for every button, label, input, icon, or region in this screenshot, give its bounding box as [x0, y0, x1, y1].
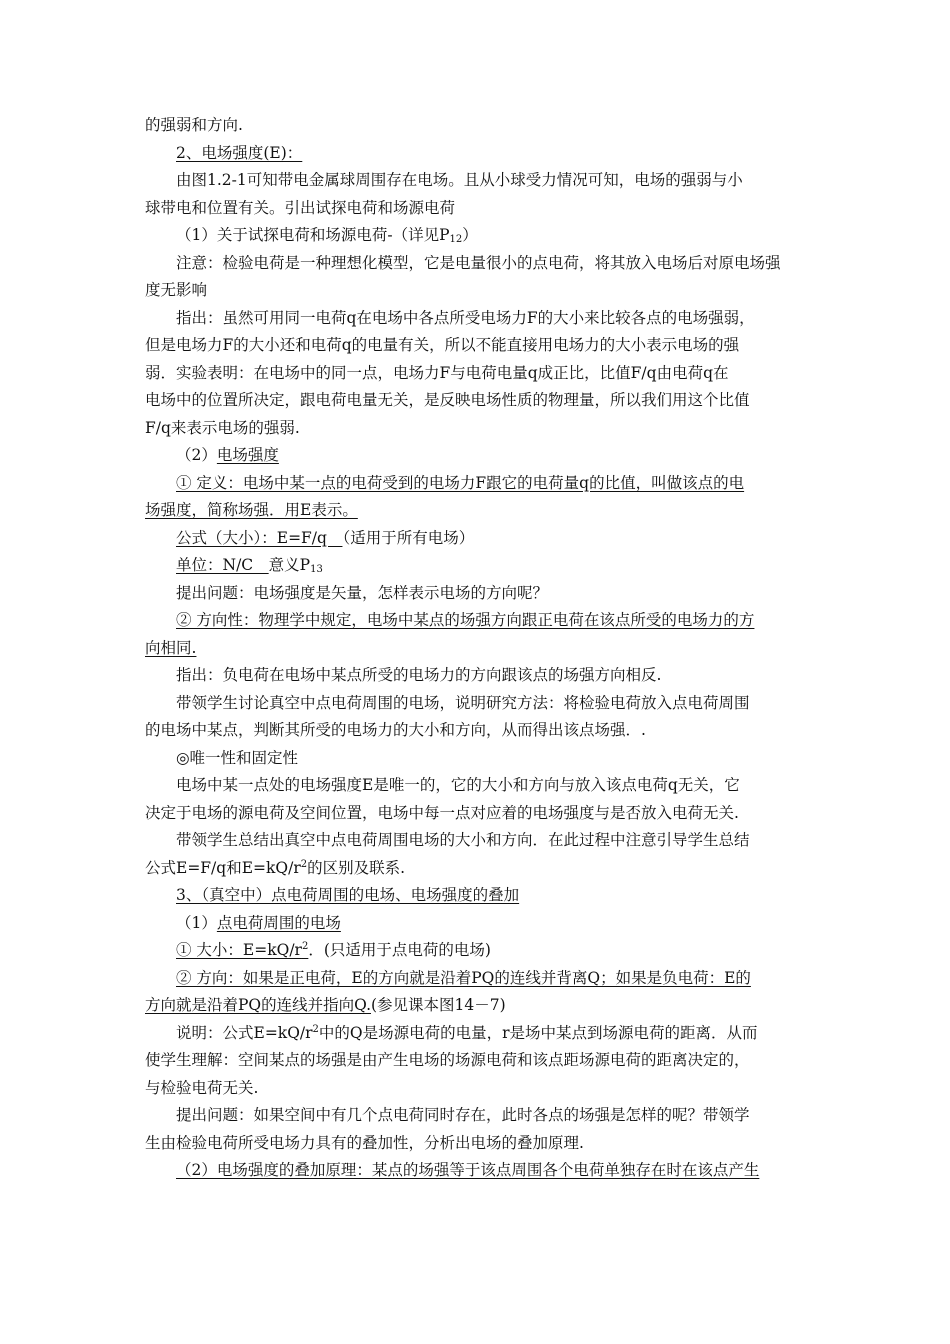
- text-line: 使学生理解：空间某点的场强是由产生电场的场源电荷和该点距场源电荷的距离决定的，: [145, 1051, 750, 1069]
- text-line: 由图1.2-1可知带电金属球周围存在电场。且从小球受力情况可知，电场的强弱与小: [176, 171, 743, 189]
- text-line: 的强弱和方向.: [145, 116, 243, 134]
- definition-line: （2）电场强度的叠加原理：某点的场强等于该点周围各个电荷单独存在时在该点产生: [176, 1161, 760, 1179]
- text-line: 指出：虽然可用同一电荷q在电场中各点所受电场力F的大小来比较各点的电场强弱，: [176, 308, 755, 327]
- text-line: 注意：检验电荷是一种理想化模型，它是电量很小的点电荷，将其放入电场后对原电场强: [176, 253, 781, 272]
- text-line: ◎唯一性和固定性: [176, 748, 299, 767]
- text-line: 提出问题：电场强度是矢量，怎样表示电场的方向呢？: [176, 583, 549, 602]
- text-line: 度无影响: [145, 281, 208, 299]
- text-line: 生由检验电荷所受电场力具有的叠加性，分析出电场的叠加原理.: [145, 1133, 584, 1152]
- text-line: 提出问题：如果空间中有几个点电荷同时存在，此时各点的场强是怎样的呢？带领学: [176, 1106, 750, 1124]
- text-line: （1）关于试探电荷和场源电荷-（详见$P_{12}$）: [176, 226, 478, 245]
- formula-line: ① 大小：$E=kQ/r^2$．(只适用于点电荷的电场): [176, 941, 491, 959]
- formula-line: 公式（大小）：E=F/q （适用于所有电场）: [176, 528, 475, 547]
- text-line: 弱．实验表明：在电场中的同一点，电场力F与电荷电量q成正比，比值F/q由电荷q在: [145, 363, 729, 382]
- definition-line: 方向就是沿着PQ的连线并指向Q.(参见课本图14－7): [145, 996, 506, 1014]
- text-line: 带领学生讨论真空中点电荷周围的电场，说明研究方法：将检验电荷放入点电荷周围: [176, 693, 750, 712]
- document-page: [145, 112, 810, 1185]
- section-heading-field-strength: 2、电场强度(E)：: [176, 143, 303, 162]
- text-line: 公式E=F/q和$E=kQ/r^2$的区别及联系.: [145, 858, 406, 877]
- text-line: 球带电和位置有关。引出试探电荷和场源电荷: [145, 198, 456, 217]
- text-line: 与检验电荷无关.: [145, 1078, 259, 1097]
- text-line: 带领学生总结出真空中点电荷周围电场的大小和方向．在此过程中注意引导学生总结: [176, 831, 750, 849]
- text-line: 指出：负电荷在电场中某点所受的电场力的方向跟该点的场强方向相反.: [176, 666, 662, 684]
- unit-line: 单位：N/C 意义$P_{13}$: [176, 556, 323, 575]
- definition-line: ② 方向：如果是正电荷，E的方向就是沿着PQ的连线并背离Q；如果是负电荷：E的: [176, 968, 751, 987]
- text-line: F/q来表示电场的强弱.: [145, 418, 300, 437]
- section-heading-point-charge: 3、（真空中）点电荷周围的电场、电场强度的叠加: [176, 886, 520, 904]
- definition-line: ① 定义：电场中某一点的电荷受到的电场力F跟它的电荷量q的比值，叫做该点的电: [176, 473, 745, 492]
- definition-line: 场强度，简称场强．用E表示。: [145, 501, 358, 519]
- text-line: 决定于电场的源电荷及空间位置，电场中每一点对应着的电场强度与是否放入电荷无关.: [145, 803, 739, 822]
- subheading-line: （2）电场强度: [176, 446, 279, 464]
- text-line: 电场中某一点处的电场强度E是唯一的，它的大小和方向与放入该点电荷q无关，它: [176, 776, 740, 794]
- text-line: 的电场中某点，判断其所受的电场力的大小和方向，从而得出该点场强．.: [145, 721, 646, 739]
- definition-line: 向相同.: [145, 638, 197, 657]
- text-line: 电场中的位置所决定，跟电荷电量无关，是反映电场性质的物理量，所以我们用这个比值: [145, 391, 750, 409]
- definition-line: ② 方向性：物理学中规定，电场中某点的场强方向跟正电荷在该点所受的电场力的方: [176, 611, 755, 629]
- text-line: 但是电场力F的大小还和电荷q的电量有关，所以不能直接用电场力的大小表示电场的强: [145, 336, 740, 354]
- subheading-line: （1）点电荷周围的电场: [176, 913, 341, 932]
- text-line: 说明：公式$E=kQ/r^2$中的Q是场源电荷的电量，r是场中某点到场源电荷的距离．从而: [176, 1023, 758, 1042]
